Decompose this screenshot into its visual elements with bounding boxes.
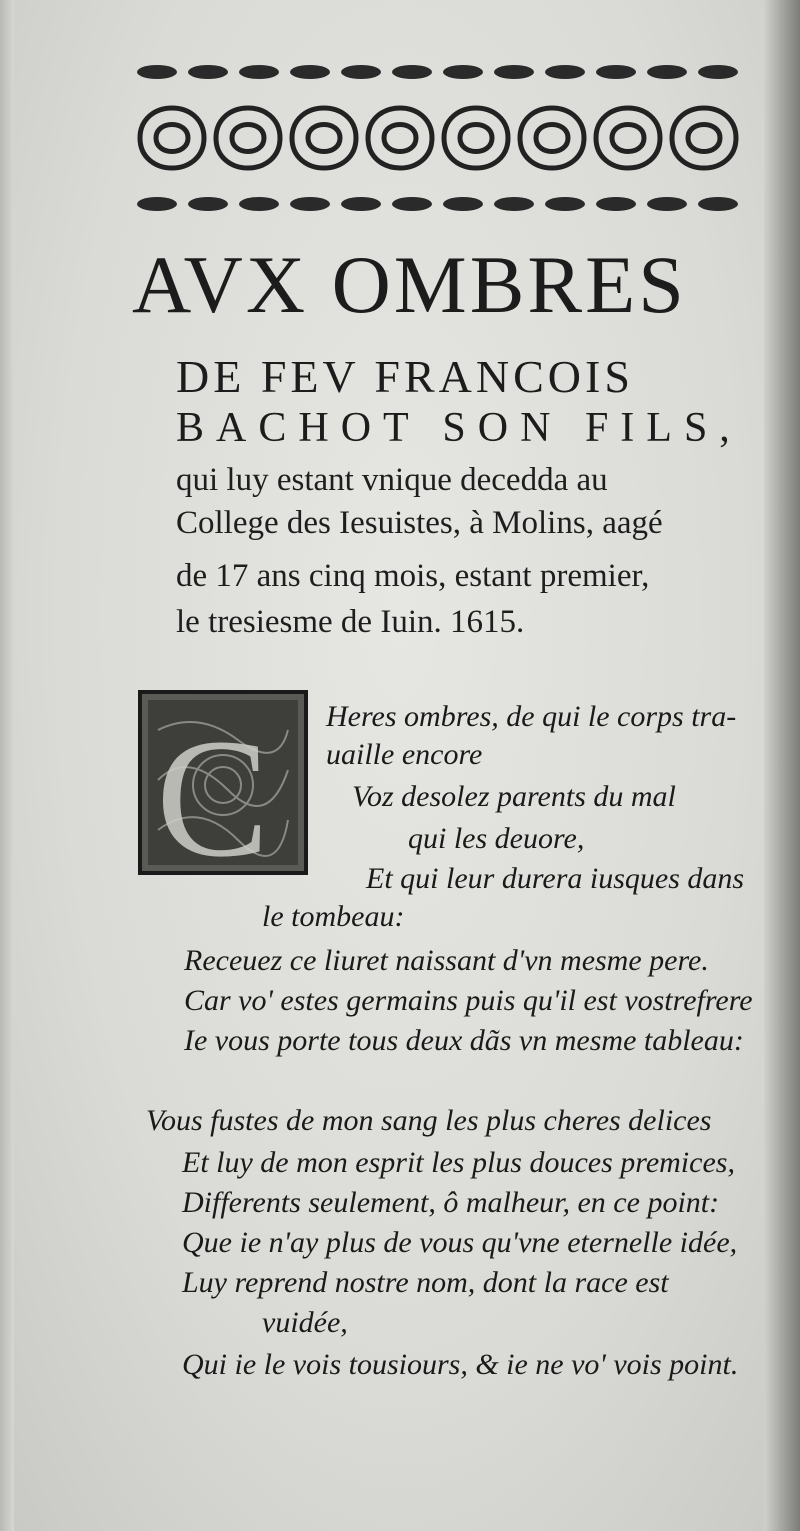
ornament-medallion xyxy=(444,108,508,168)
title-line-2: DE FEV FRANCOIS xyxy=(176,351,634,402)
verse-line: Voz desolez parents du mal xyxy=(352,780,676,813)
ornament-knot xyxy=(341,65,381,79)
subtitle-line-1: qui luy estant vnique decedda au xyxy=(176,462,608,498)
verse-line: Differents seulement, ô malheur, en ce point: xyxy=(182,1186,720,1219)
verse-line: Car vo' estes germains puis qu'il est vostrefrere xyxy=(184,984,753,1017)
verse-line: uaille encore xyxy=(326,738,483,771)
ornament-knot xyxy=(545,65,585,79)
ornamental-headpiece xyxy=(132,58,742,218)
verse-line: le tombeau: xyxy=(262,900,405,933)
ornament-knot xyxy=(188,65,228,79)
ornament-knot xyxy=(647,197,687,211)
verse-line: qui les deuore, xyxy=(408,822,585,855)
subtitle-line-3: de 17 ans cinq mois, estant premier, xyxy=(176,558,650,594)
drop-cap-letter: C xyxy=(156,704,270,875)
ornament-knot xyxy=(341,197,381,211)
ornament-medallion xyxy=(368,108,432,168)
subtitle-line-4: le tresiesme de Iuin. 1615. xyxy=(176,604,525,640)
verse-line: vuidée, xyxy=(262,1306,348,1339)
ornament-knot xyxy=(392,197,432,211)
ornament-knot xyxy=(443,197,483,211)
verse-line: Et luy de mon esprit les plus douces premices, xyxy=(182,1146,735,1179)
verse-line: Luy reprend nostre nom, dont la race est xyxy=(182,1266,669,1299)
book-spine-shadow xyxy=(764,0,800,1531)
ornament-knot xyxy=(137,65,177,79)
ornament-knot xyxy=(239,197,279,211)
ornament-knot xyxy=(647,65,687,79)
ornament-medallion xyxy=(140,108,204,168)
verse-line: Receuez ce liuret naissant d'vn mesme pere. xyxy=(184,944,709,977)
ornament-knot xyxy=(239,65,279,79)
verse-line: Heres ombres, de qui le corps tra- xyxy=(326,700,737,733)
verse-line: Et qui leur durera iusques dans xyxy=(366,862,745,895)
ornament-knot xyxy=(698,65,738,79)
decorated-initial xyxy=(138,690,308,875)
ornament-knot xyxy=(494,65,534,79)
ornament-medallion xyxy=(520,108,584,168)
title-line-1: AVX OMBRES xyxy=(132,239,687,330)
ornament-knot xyxy=(188,197,228,211)
ornament-knot xyxy=(494,197,534,211)
ornament-medallion xyxy=(216,108,280,168)
ornament-knot xyxy=(137,197,177,211)
ornament-knot xyxy=(545,197,585,211)
ornament-knot xyxy=(392,65,432,79)
verse-line: Que ie n'ay plus de vous qu'vne eternelle idée, xyxy=(182,1226,738,1259)
title-line-3: BACHOT SON FILS, xyxy=(176,405,742,451)
verse-line: Vous fustes de mon sang les plus cheres delices xyxy=(146,1104,712,1137)
ornament-knot xyxy=(596,197,636,211)
ornament-medallion xyxy=(672,108,736,168)
ornament-knot xyxy=(290,197,330,211)
ornament-knot xyxy=(290,65,330,79)
ornament-medallion xyxy=(292,108,356,168)
ornament-knot xyxy=(443,65,483,79)
ornament-knot xyxy=(698,197,738,211)
ornament-medallion xyxy=(596,108,660,168)
verse-line: Ie vous porte tous deux dãs vn mesme tableau: xyxy=(184,1024,744,1057)
subtitle-line-2: College des Iesuistes, à Molins, aagé xyxy=(176,505,663,541)
page-left-edge xyxy=(0,0,14,1531)
ornament-knot xyxy=(596,65,636,79)
verse-line: Qui ie le vois tousiours, & ie ne vo' vois point. xyxy=(182,1348,739,1381)
